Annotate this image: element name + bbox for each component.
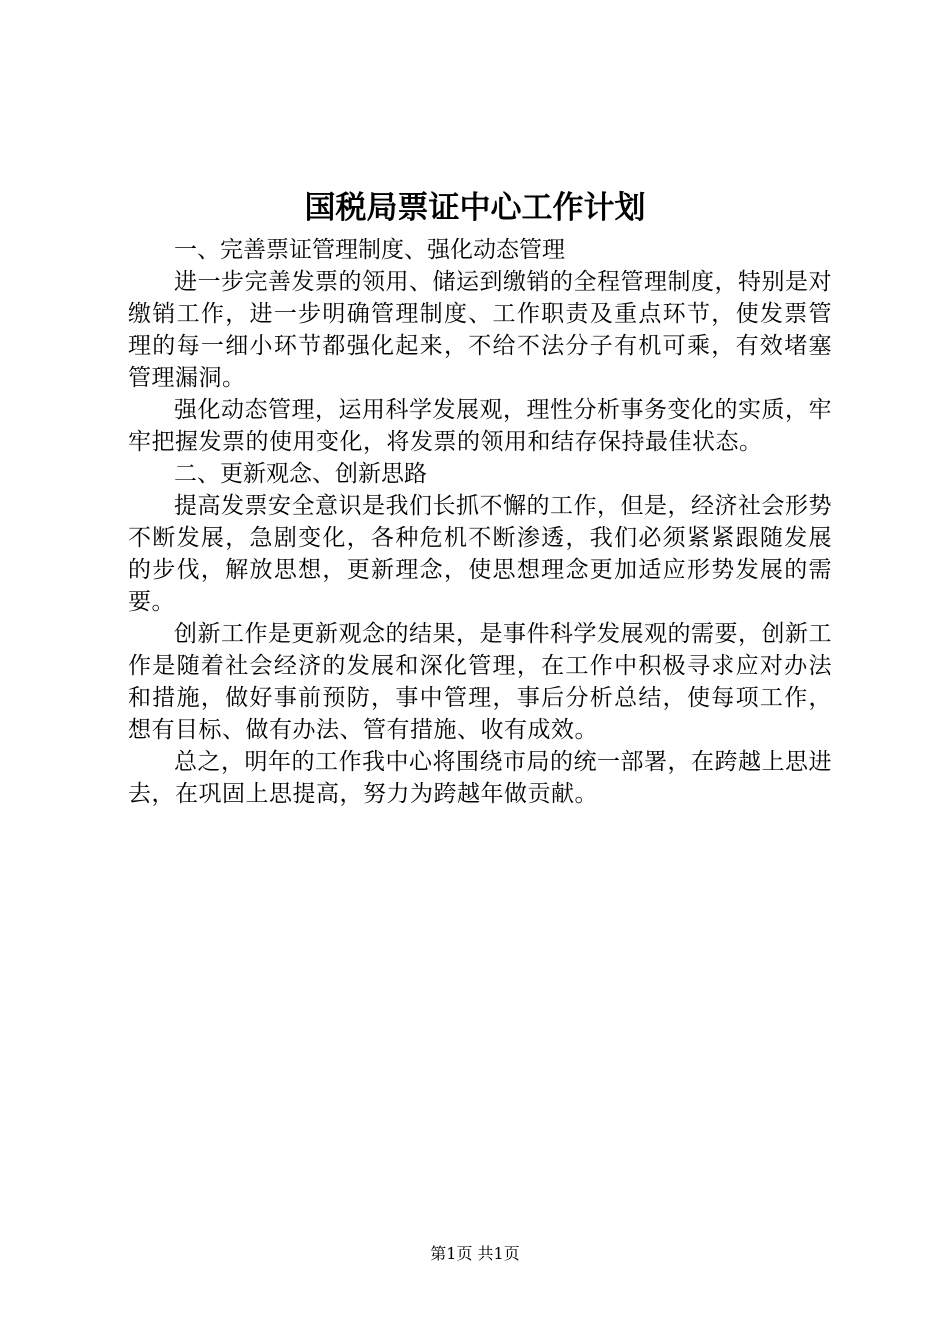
section-heading-1: 一、完善票证管理制度、强化动态管理 [174,237,565,263]
section-heading-2: 二、更新观念、创新思路 [174,461,427,487]
document-body [128,234,832,810]
paragraph-5: 总之，明年的工作我中心将围绕市局的统一部署，在跨越上思进去，在巩固上思提高，努力为跨越年做贡献。 [128,749,832,807]
document-title: 国税局票证中心工作计划 [304,190,646,226]
page-number-footer: 第1页 共1页 [430,1244,520,1263]
paragraph-3: 提高发票安全意识是我们长抓不懈的工作，但是，经济社会形势不断发展，急剧变化，各种危机不断渗透，我们必须紧紧跟随发展的步伐，解放思想，更新理念，使思想理念更加适应形势发展的需要。 [128,493,832,615]
paragraph-4: 创新工作是更新观念的结果，是事件科学发展观的需要，创新工作是随着社会经济的发展和深化管理，在工作中积极寻求应对办法和措施，做好事前预防，事中管理，事后分析总结，使每项工作，想有目标、做有办法、管有措施、收有成效。 [128,621,832,743]
paragraph-2: 强化动态管理，运用科学发展观，理性分析事务变化的实质，牢牢把握发票的使用变化，将发票的领用和结存保持最佳状态。 [128,397,832,455]
paragraph-1: 进一步完善发票的领用、储运到缴销的全程管理制度，特别是对缴销工作，进一步明确管理制度、工作职责及重点环节，使发票管理的每一细小环节都强化起来，不给不法分子有机可乘，有效堵塞管理漏洞。 [128,269,832,391]
